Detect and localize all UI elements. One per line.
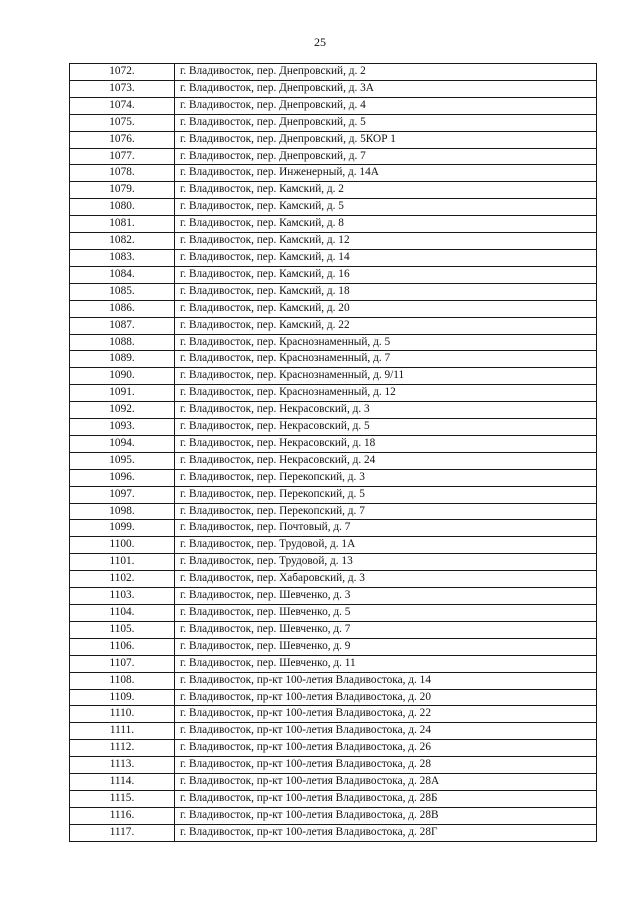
row-number: 1092. [70,402,175,419]
row-number: 1077. [70,148,175,165]
row-address: г. Владивосток, пер. Камский, д. 14 [175,249,597,266]
row-number: 1084. [70,266,175,283]
row-address: г. Владивосток, пер. Краснознаменный, д. 5 [175,334,597,351]
table-row [70,249,597,266]
table-row [70,588,597,605]
table-row [70,672,597,689]
table-row [70,283,597,300]
row-number: 1108. [70,672,175,689]
table-row [70,774,597,791]
table-row [70,554,597,571]
row-number: 1080. [70,199,175,216]
row-address: г. Владивосток, пер. Некрасовский, д. 18 [175,435,597,452]
address-table-body [70,64,597,842]
row-number: 1107. [70,655,175,672]
table-row [70,233,597,250]
page-number: 25 [314,35,326,49]
table-row [70,520,597,537]
row-number: 1086. [70,300,175,317]
row-address: г. Владивосток, пер. Шевченко, д. 7 [175,621,597,638]
table-row [70,300,597,317]
row-address: г. Владивосток, пер. Некрасовский, д. 5 [175,419,597,436]
table-row [70,266,597,283]
table-row [70,638,597,655]
row-number: 1100. [70,537,175,554]
row-address: г. Владивосток, пр-кт 100-летия Владивостока, д. 28Б [175,790,597,807]
row-number: 1098. [70,503,175,520]
row-number: 1081. [70,216,175,233]
table-row [70,368,597,385]
row-address: г. Владивосток, пер. Почтовый, д. 7 [175,520,597,537]
row-number: 1091. [70,385,175,402]
table-row [70,757,597,774]
row-number: 1075. [70,114,175,131]
row-address: г. Владивосток, пр-кт 100-летия Владивостока, д. 28А [175,774,597,791]
table-row [70,419,597,436]
row-number: 1089. [70,351,175,368]
row-address: г. Владивосток, пр-кт 100-летия Владивостока, д. 28 [175,757,597,774]
row-number: 1099. [70,520,175,537]
row-number: 1096. [70,469,175,486]
row-address: г. Владивосток, пер. Краснознаменный, д. 7 [175,351,597,368]
row-address: г. Владивосток, пр-кт 100-летия Владивостока, д. 28В [175,807,597,824]
row-number: 1072. [70,64,175,81]
row-address: г. Владивосток, пер. Камский, д. 18 [175,283,597,300]
table-row [70,689,597,706]
row-number: 1095. [70,452,175,469]
row-number: 1114. [70,774,175,791]
row-address: г. Владивосток, пер. Камский, д. 8 [175,216,597,233]
row-number: 1106. [70,638,175,655]
row-address: г. Владивосток, пер. Шевченко, д. 5 [175,605,597,622]
table-row [70,807,597,824]
table-row [70,165,597,182]
row-address: г. Владивосток, пр-кт 100-летия Владивостока, д. 20 [175,689,597,706]
row-address: г. Владивосток, пер. Камский, д. 22 [175,317,597,334]
row-number: 1103. [70,588,175,605]
row-address: г. Владивосток, пер. Днепровский, д. 3А [175,80,597,97]
row-address: г. Владивосток, пер. Трудовой, д. 13 [175,554,597,571]
row-number: 1093. [70,419,175,436]
row-address: г. Владивосток, пер. Некрасовский, д. 24 [175,452,597,469]
table-row [70,740,597,757]
table-row [70,723,597,740]
row-number: 1112. [70,740,175,757]
row-address: г. Владивосток, пер. Камский, д. 20 [175,300,597,317]
table-row [70,571,597,588]
row-address: г. Владивосток, пер. Шевченко, д. 3 [175,588,597,605]
row-number: 1117. [70,824,175,841]
row-address: г. Владивосток, пер. Камский, д. 12 [175,233,597,250]
table-row [70,655,597,672]
row-address: г. Владивосток, пер. Инженерный, д. 14А [175,165,597,182]
table-row [70,605,597,622]
table-row [70,182,597,199]
row-address: г. Владивосток, пер. Некрасовский, д. 3 [175,402,597,419]
row-address: г. Владивосток, пер. Хабаровский, д. 3 [175,571,597,588]
row-number: 1085. [70,283,175,300]
row-number: 1076. [70,131,175,148]
row-address: г. Владивосток, пер. Краснознаменный, д. 12 [175,385,597,402]
row-number: 1078. [70,165,175,182]
row-number: 1082. [70,233,175,250]
row-address: г. Владивосток, пер. Днепровский, д. 5 [175,114,597,131]
table-row [70,385,597,402]
table-row [70,469,597,486]
row-number: 1088. [70,334,175,351]
row-address: г. Владивосток, пер. Перекопский, д. 3 [175,469,597,486]
table-row [70,216,597,233]
row-number: 1111. [70,723,175,740]
table-row [70,148,597,165]
row-address: г. Владивосток, пр-кт 100-летия Владивостока, д. 24 [175,723,597,740]
row-number: 1087. [70,317,175,334]
row-number: 1074. [70,97,175,114]
row-number: 1104. [70,605,175,622]
table-row [70,334,597,351]
table-row [70,64,597,81]
row-address: г. Владивосток, пер. Днепровский, д. 7 [175,148,597,165]
address-table [69,63,597,842]
table-row [70,486,597,503]
row-address: г. Владивосток, пер. Днепровский, д. 4 [175,97,597,114]
row-address: г. Владивосток, пер. Трудовой, д. 1А [175,537,597,554]
table-row [70,435,597,452]
table-row [70,97,597,114]
row-number: 1097. [70,486,175,503]
row-number: 1115. [70,790,175,807]
table-row [70,114,597,131]
table-row [70,199,597,216]
table-row [70,706,597,723]
table-row [70,621,597,638]
row-address: г. Владивосток, пер. Перекопский, д. 7 [175,503,597,520]
table-row [70,402,597,419]
table-row [70,351,597,368]
row-number: 1079. [70,182,175,199]
row-number: 1073. [70,80,175,97]
row-number: 1110. [70,706,175,723]
row-address: г. Владивосток, пер. Краснознаменный, д. 9/11 [175,368,597,385]
row-address: г. Владивосток, пер. Камский, д. 16 [175,266,597,283]
row-address: г. Владивосток, пер. Камский, д. 2 [175,182,597,199]
row-number: 1090. [70,368,175,385]
row-number: 1094. [70,435,175,452]
row-number: 1102. [70,571,175,588]
row-number: 1109. [70,689,175,706]
table-row [70,317,597,334]
row-address: г. Владивосток, пр-кт 100-летия Владивостока, д. 26 [175,740,597,757]
table-row [70,824,597,841]
table-row [70,80,597,97]
row-address: г. Владивосток, пр-кт 100-летия Владивостока, д. 22 [175,706,597,723]
row-number: 1113. [70,757,175,774]
row-address: г. Владивосток, пер. Камский, д. 5 [175,199,597,216]
row-address: г. Владивосток, пер. Перекопский, д. 5 [175,486,597,503]
row-number: 1116. [70,807,175,824]
row-address: г. Владивосток, пер. Шевченко, д. 11 [175,655,597,672]
row-address: г. Владивосток, пер. Шевченко, д. 9 [175,638,597,655]
row-number: 1083. [70,249,175,266]
row-number: 1101. [70,554,175,571]
row-address: г. Владивосток, пр-кт 100-летия Владивостока, д. 14 [175,672,597,689]
table-row [70,452,597,469]
table-row [70,537,597,554]
table-row [70,131,597,148]
row-address: г. Владивосток, пер. Днепровский, д. 2 [175,64,597,81]
row-address: г. Владивосток, пер. Днепровский, д. 5КОР 1 [175,131,597,148]
row-number: 1105. [70,621,175,638]
table-row [70,503,597,520]
row-address: г. Владивосток, пр-кт 100-летия Владивостока, д. 28Г [175,824,597,841]
table-row [70,790,597,807]
